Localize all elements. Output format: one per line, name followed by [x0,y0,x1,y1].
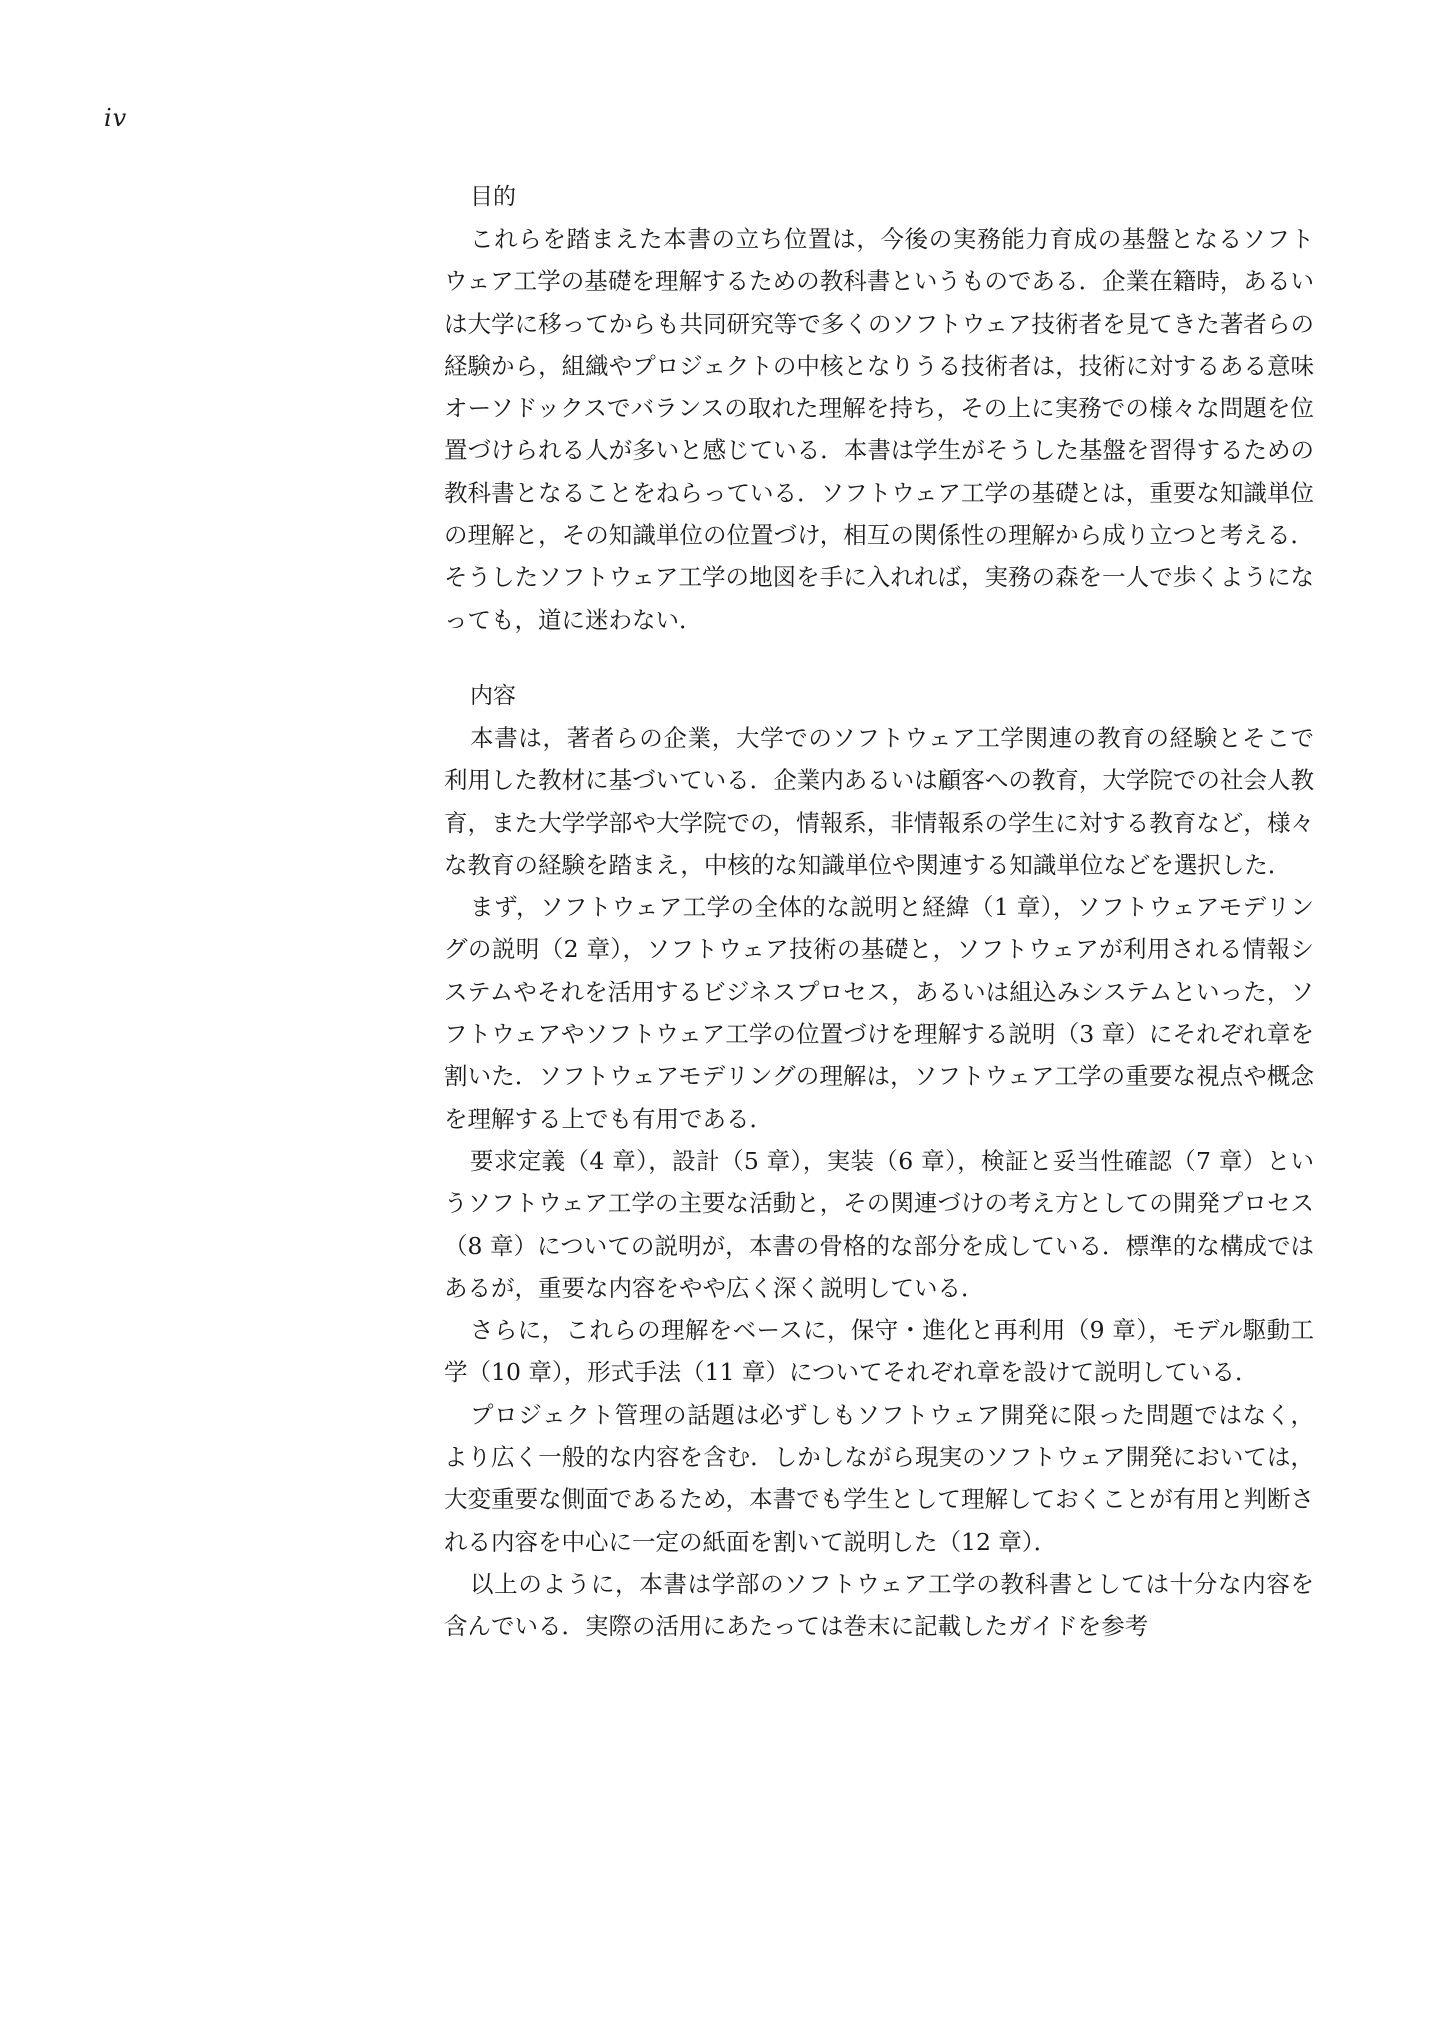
section-heading-content: 内容 [470,682,516,709]
paragraph: まず，ソフトウェア工学の全体的な説明と経緯（1 章），ソフトウェアモデリングの説明（2 章），ソフトウェア技術の基礎と，ソフトウェアが利用される情報システムやそれを活用するビジネスプロセス，あるいは組込みシステムといった，ソフトウェアやソフトウェア工学の位置づけを理解する説明（3 章）にそれぞれ章を割いた．ソフトウェアモデリングの理解は，ソフトウェア工学の重要な視点や概念を理解する上でも有用である． [444,893,1314,1133]
section-purpose [444,176,1314,641]
paragraph: 要求定義（4 章），設計（5 章），実装（6 章），検証と妥当性確認（7 章）というソフトウェア工学の主要な活動と，その関連づけの考え方としての開発プロセス（8 章）についての説明が，本書の骨格的な部分を成している．標準的な構成ではあるが，重要な内容をやや広く深く説明している． [444,1146,1314,1302]
page-number: iv [104,104,128,132]
section-content [444,675,1314,1648]
paragraph: 以上のように，本書は学部のソフトウェア工学の教科書としては十分な内容を含んでいる．実際の活用にあたっては巻末に記載したガイドを参考 [444,1569,1314,1641]
body-text [444,176,1314,1648]
paragraph: 本書は，著者らの企業，大学でのソフトウェア工学関連の教育の経験とそこで利用した教材に基づいている．企業内あるいは顧客への教育，大学院での社会人教育，また大学学部や大学院での，情報系，非情報系の学生に対する教育など，様々な教育の経験を踏まえ，中核的な知識単位や関連する知識単位などを選択した． [444,723,1314,879]
paragraph: これらを踏まえた本書の立ち位置は，今後の実務能力育成の基盤となるソフトウェア工学の基礎を理解するための教科書というものである．企業在籍時，あるいは大学に移ってからも共同研究等で多くのソフトウェア技術者を見てきた著者らの経験から，組織やプロジェクトの中核となりうる技術者は，技術に対するある意味オーソドックスでバランスの取れた理解を持ち，その上に実務での様々な問題を位置づけられる人が多いと感じている．本書は学生がそうした基盤を習得するための教科書となることをねらっている．ソフトウェア工学の基礎とは，重要な知識単位の理解と，その知識単位の位置づけ，相互の関係性の理解から成り立つと考える．そうしたソフトウェア工学の地図を手に入れれば，実務の森を一人で歩くようになっても，道に迷わない． [444,225,1314,634]
paragraph: プロジェクト管理の話題は必ずしもソフトウェア開発に限った問題ではなく，より広く一般的な内容を含む．しかしながら現実のソフトウェア開発においては，大変重要な側面であるため，本書でも学生として理解しておくことが有用と判断される内容を中心に一定の紙面を割いて説明した（12 章）． [444,1400,1314,1556]
section-heading-purpose: 目的 [470,184,516,210]
paragraph: さらに，これらの理解をベースに，保守・進化と再利用（9 章），モデル駆動工学（10 章），形式手法（11 章）についてそれぞれ章を設けて説明している． [444,1316,1314,1387]
